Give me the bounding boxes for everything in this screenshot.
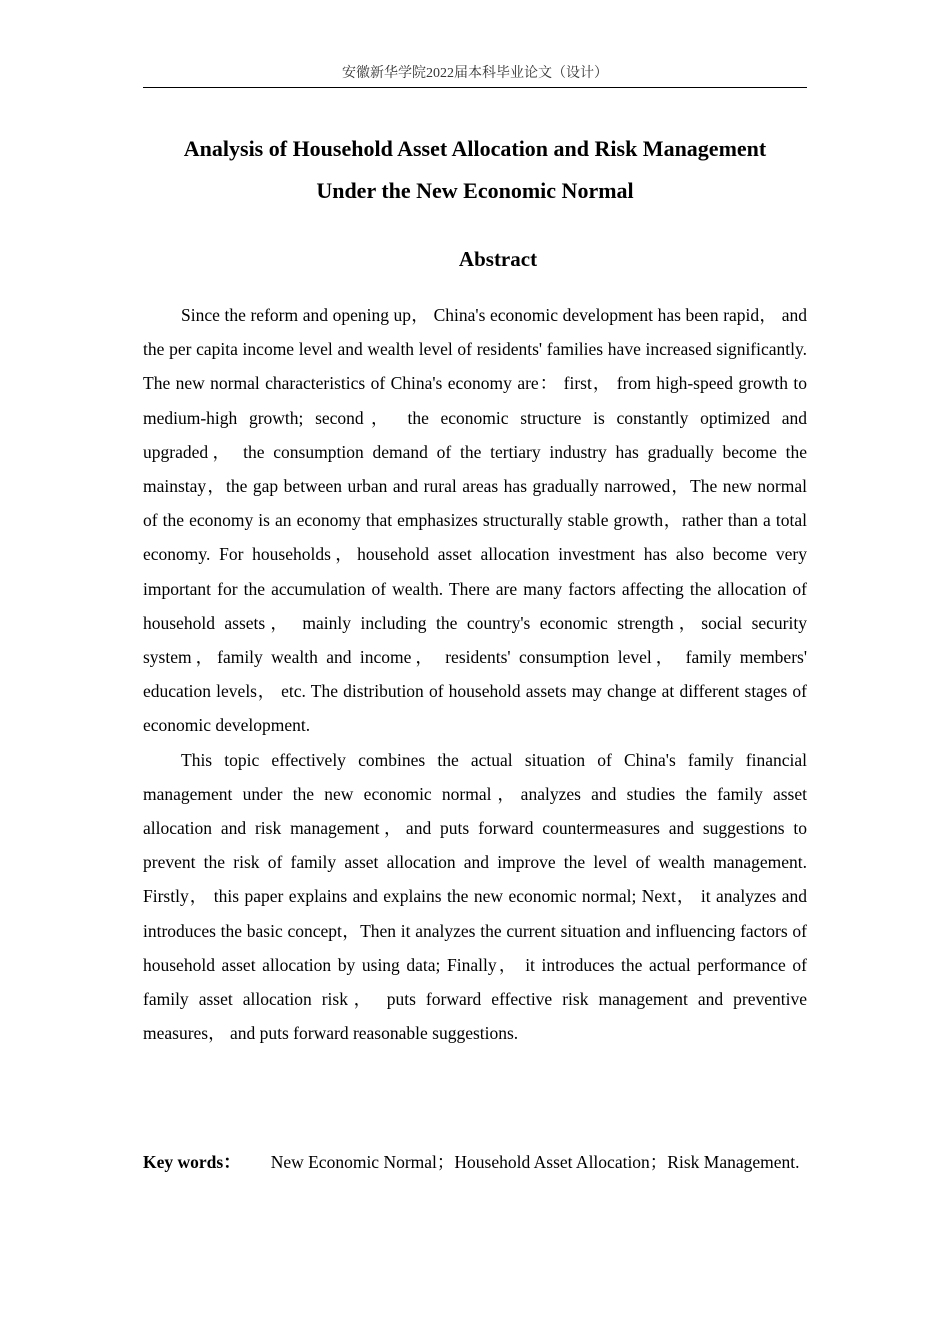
paper-title-line-1: Analysis of Household Asset Allocation and Risk Management — [183, 136, 767, 161]
paper-title-line-2: Under the New Economic Normal — [316, 178, 634, 203]
abstract-heading: Abstract — [458, 247, 538, 271]
keywords-label: Key words： — [143, 1152, 241, 1172]
keywords-text: New Economic Normal；Household Asset Allocation；Risk Management. — [270, 1152, 800, 1172]
abstract-paragraph-1: Since the reform and opening up， China's economic development has been rapid， and the per capita income level and wealth level of residents' families have increased significantly. The new normal characteristics of China's economy are： first， from high-speed growth to medium-high growth; second， the economic structure is constantly optimized and upgraded， the consumption demand of the tertiary industry has gradually become the mainstay，the gap between urban and rural areas has gradually narrowed，The new normal of the economy is an economy that emphasizes structurally stable growth，rather than a total economy. For households，household asset allocation investment has also become very important for the accumulation of wealth. There are many factors affecting the allocation of household assets， mainly including the country's economic strength，social security system，family wealth and income， residents' consumption level， family members' education levels， etc. The distribution of household assets may change at different stages of economic development. — [143, 305, 807, 736]
abstract-paragraph-2: This topic effectively combines the actual situation of China's family financial management under the new economic normal，analyzes and studies the family asset allocation and risk management，and puts forward countermeasures and suggestions to prevent the risk of family asset allocation and improve the level of wealth management. Firstly， this paper explains and explains the new economic normal; Next， it analyzes and introduces the basic concept，Then it analyzes the current situation and influencing factors of household asset allocation by using data; Finally， it introduces the actual performance of family asset allocation risk， puts forward effective risk management and preventive measures， and puts forward reasonable suggestions. — [143, 749, 807, 1044]
running-header: 安徽新华学院2022届本科毕业论文（设计） — [143, 64, 807, 88]
keywords — [143, 1150, 807, 1174]
paper-title — [143, 128, 807, 212]
abstract-body — [143, 298, 807, 1050]
